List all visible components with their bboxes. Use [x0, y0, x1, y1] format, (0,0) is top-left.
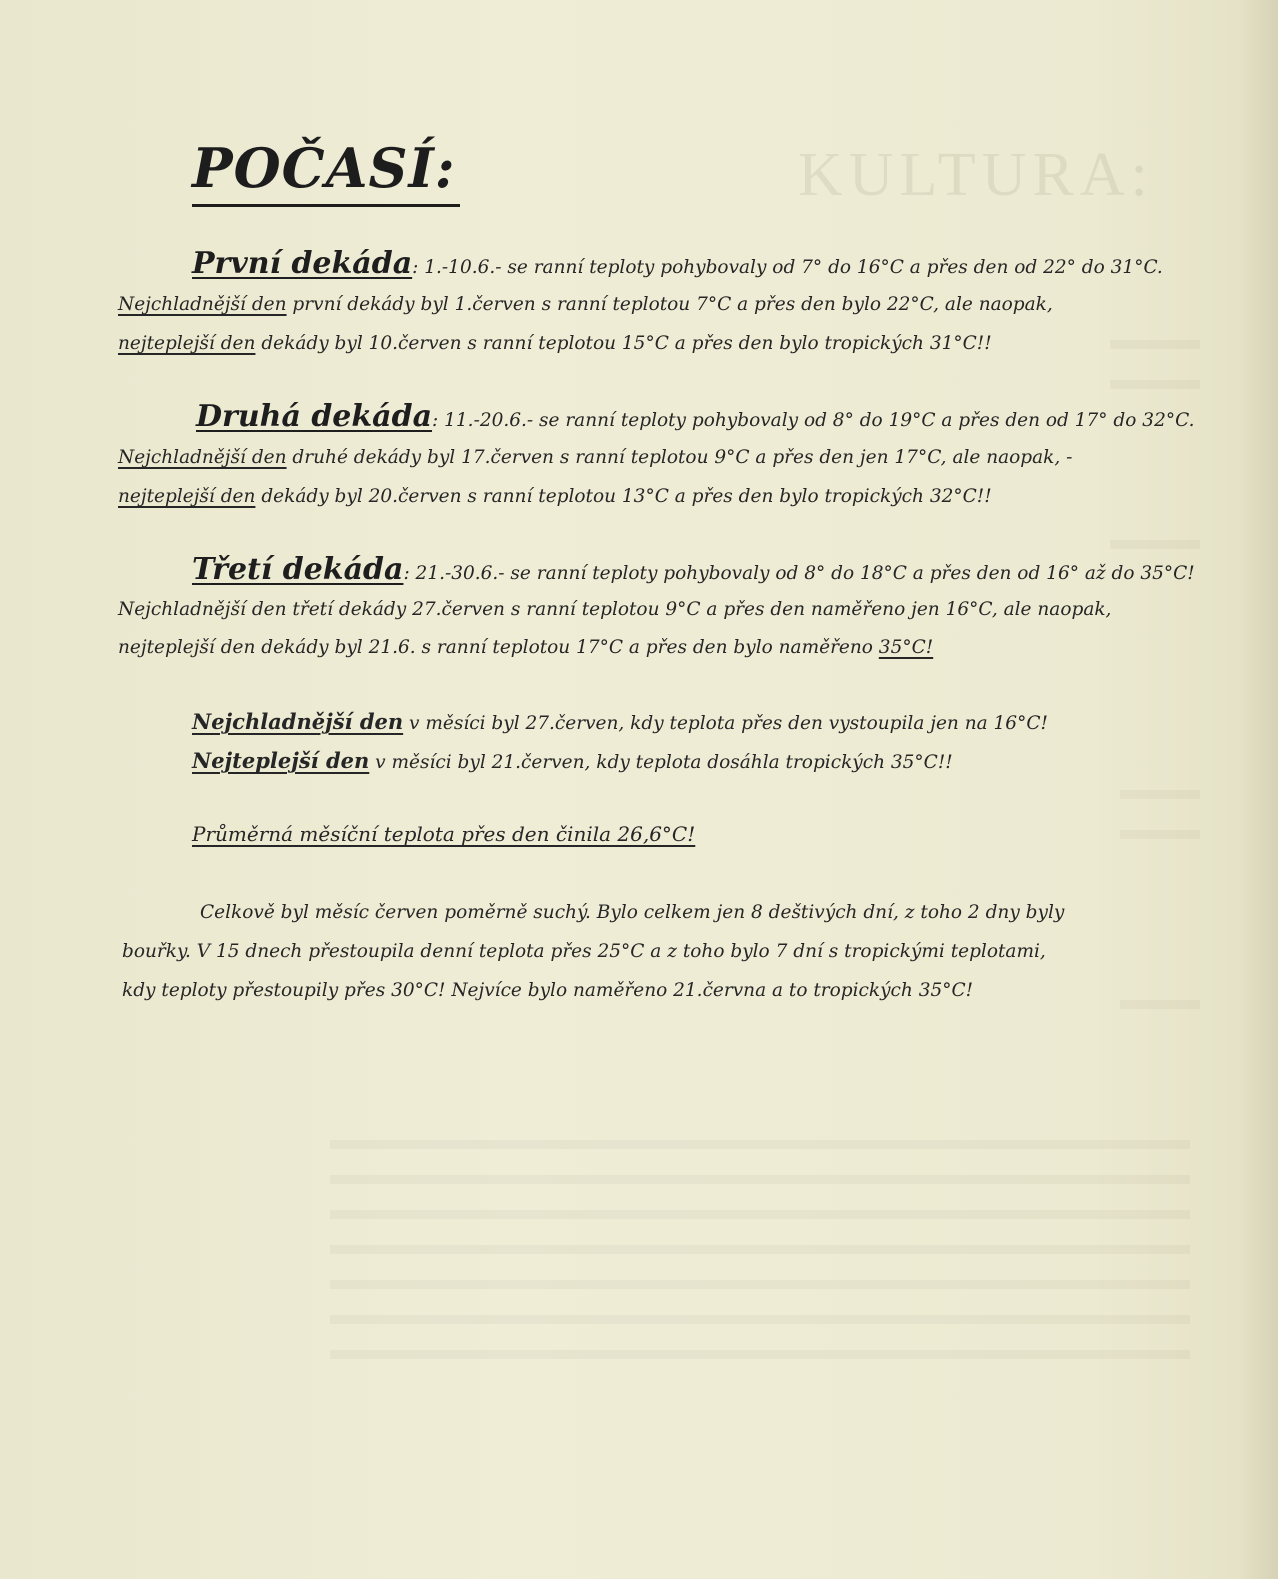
- section-prvni-cold-label: Nejchladnější den: [118, 294, 287, 315]
- section-druha-line-1: [196, 397, 1194, 440]
- month-coldest-text: v měsíci byl 27.červen, kdy teplota přes den vystoupila jen na 16°C!: [403, 713, 1048, 734]
- bleed-through-line: [1120, 790, 1200, 799]
- section-druha-heading: Druhá dekáda: [196, 399, 433, 434]
- section-prvni-line-1: [192, 244, 1163, 287]
- bleed-through-line: [330, 1315, 1190, 1324]
- bleed-through-line: [330, 1280, 1190, 1289]
- summary-line-1: Celkově byl měsíc červen poměrně suchý. Bylo celkem jen 8 deštivých dní, z toho 2 dny byly: [200, 902, 1065, 923]
- bleed-through-line: [1120, 830, 1200, 839]
- month-warmest-label: Nejteplejší den: [192, 748, 370, 773]
- bleed-through-line: [1120, 1000, 1200, 1009]
- month-warmest-line: [192, 741, 953, 782]
- section-prvni-warm-label: nejteplejší den: [118, 333, 256, 354]
- bleed-through-line: [330, 1140, 1190, 1149]
- bleed-through-line: [330, 1245, 1190, 1254]
- section-treti-text: : 21.-30.6.- se ranní teploty pohybovaly od 8° do 18°C a přes den od 16° až do 35°C!: [403, 563, 1195, 584]
- section-druha-cold-text: druhé dekády byl 17.červen s ranní teplotou 9°C a přes den jen 17°C, ale naopak, -: [286, 447, 1073, 468]
- month-warmest-text: v měsíci byl 21.červen, kdy teplota dosáhla tropických 35°C!!: [369, 752, 953, 773]
- bleed-through-line: [1110, 540, 1200, 549]
- section-druha-warm-text: dekády byl 20.červen s ranní teplotou 13°C a přes den bylo tropických 32°C!!: [255, 486, 992, 507]
- section-treti-heading: Třetí dekáda: [192, 552, 404, 587]
- summary-line-3: kdy teploty přestoupily přes 30°C! Nejvíce bylo naměřeno 21.června a to tropických 35°C!: [122, 980, 974, 1001]
- section-prvni-line-3: [118, 324, 992, 363]
- bleed-through-title: KULTURA:: [798, 141, 1154, 209]
- average-temperature: Průměrná měsíční teplota přes den činila 26,6°C!: [192, 822, 696, 846]
- summary-line-2: bouřky. V 15 dnech přestoupila denní teplota přes 25°C a z toho bylo 7 dní s tropickými teplotami,: [122, 941, 1046, 962]
- bleed-through-line: [1110, 380, 1200, 389]
- section-prvni-line-2: [118, 285, 1053, 324]
- section-druha-text: : 11.-20.6.- se ranní teploty pohybovaly od 8° do 19°C a přes den od 17° do 32°C.: [432, 410, 1195, 431]
- section-prvni-warm-text: dekády byl 10.červen s ranní teplotou 15°C a přes den bylo tropických 31°C!!: [255, 333, 992, 354]
- bleed-through-line: [1110, 340, 1200, 349]
- month-coldest-label: Nejchladnější den: [192, 709, 404, 734]
- month-coldest-line: [192, 702, 1048, 743]
- bleed-through-line: [330, 1210, 1190, 1219]
- section-druha-cold-label: Nejchladnější den: [118, 447, 287, 468]
- section-treti-line-1: [192, 550, 1195, 593]
- section-druha-line-3: [118, 477, 992, 516]
- bleed-through-line: [330, 1350, 1190, 1359]
- bleed-through-line: [330, 1175, 1190, 1184]
- section-prvni-heading: První dekáda: [192, 246, 413, 281]
- section-treti-max-temp: 35°C!: [878, 637, 934, 658]
- section-druha-line-2: [118, 438, 1072, 477]
- page-edge-shadow: [1238, 0, 1278, 1579]
- page-title: POČASÍ:: [192, 132, 460, 207]
- section-treti-line-2: Nejchladnější den třetí dekády 27.červen s ranní teplotou 9°C a přes den naměřeno jen 16°C, ale naopak,: [118, 599, 1112, 620]
- section-prvni-cold-text: první dekády byl 1.červen s ranní teplotou 7°C a přes den bylo 22°C, ale naopak,: [286, 294, 1053, 315]
- average-temperature-line: [192, 815, 695, 855]
- section-prvni-text: : 1.-10.6.- se ranní teploty pohybovaly od 7° do 16°C a přes den od 22° do 31°C.: [412, 257, 1163, 278]
- section-treti-warm-text: nejteplejší den dekády byl 21.6. s ranní teplotou 17°C a přes den bylo naměřeno: [118, 637, 879, 658]
- section-treti-line-3: [118, 628, 933, 667]
- section-druha-warm-label: nejteplejší den: [118, 486, 256, 507]
